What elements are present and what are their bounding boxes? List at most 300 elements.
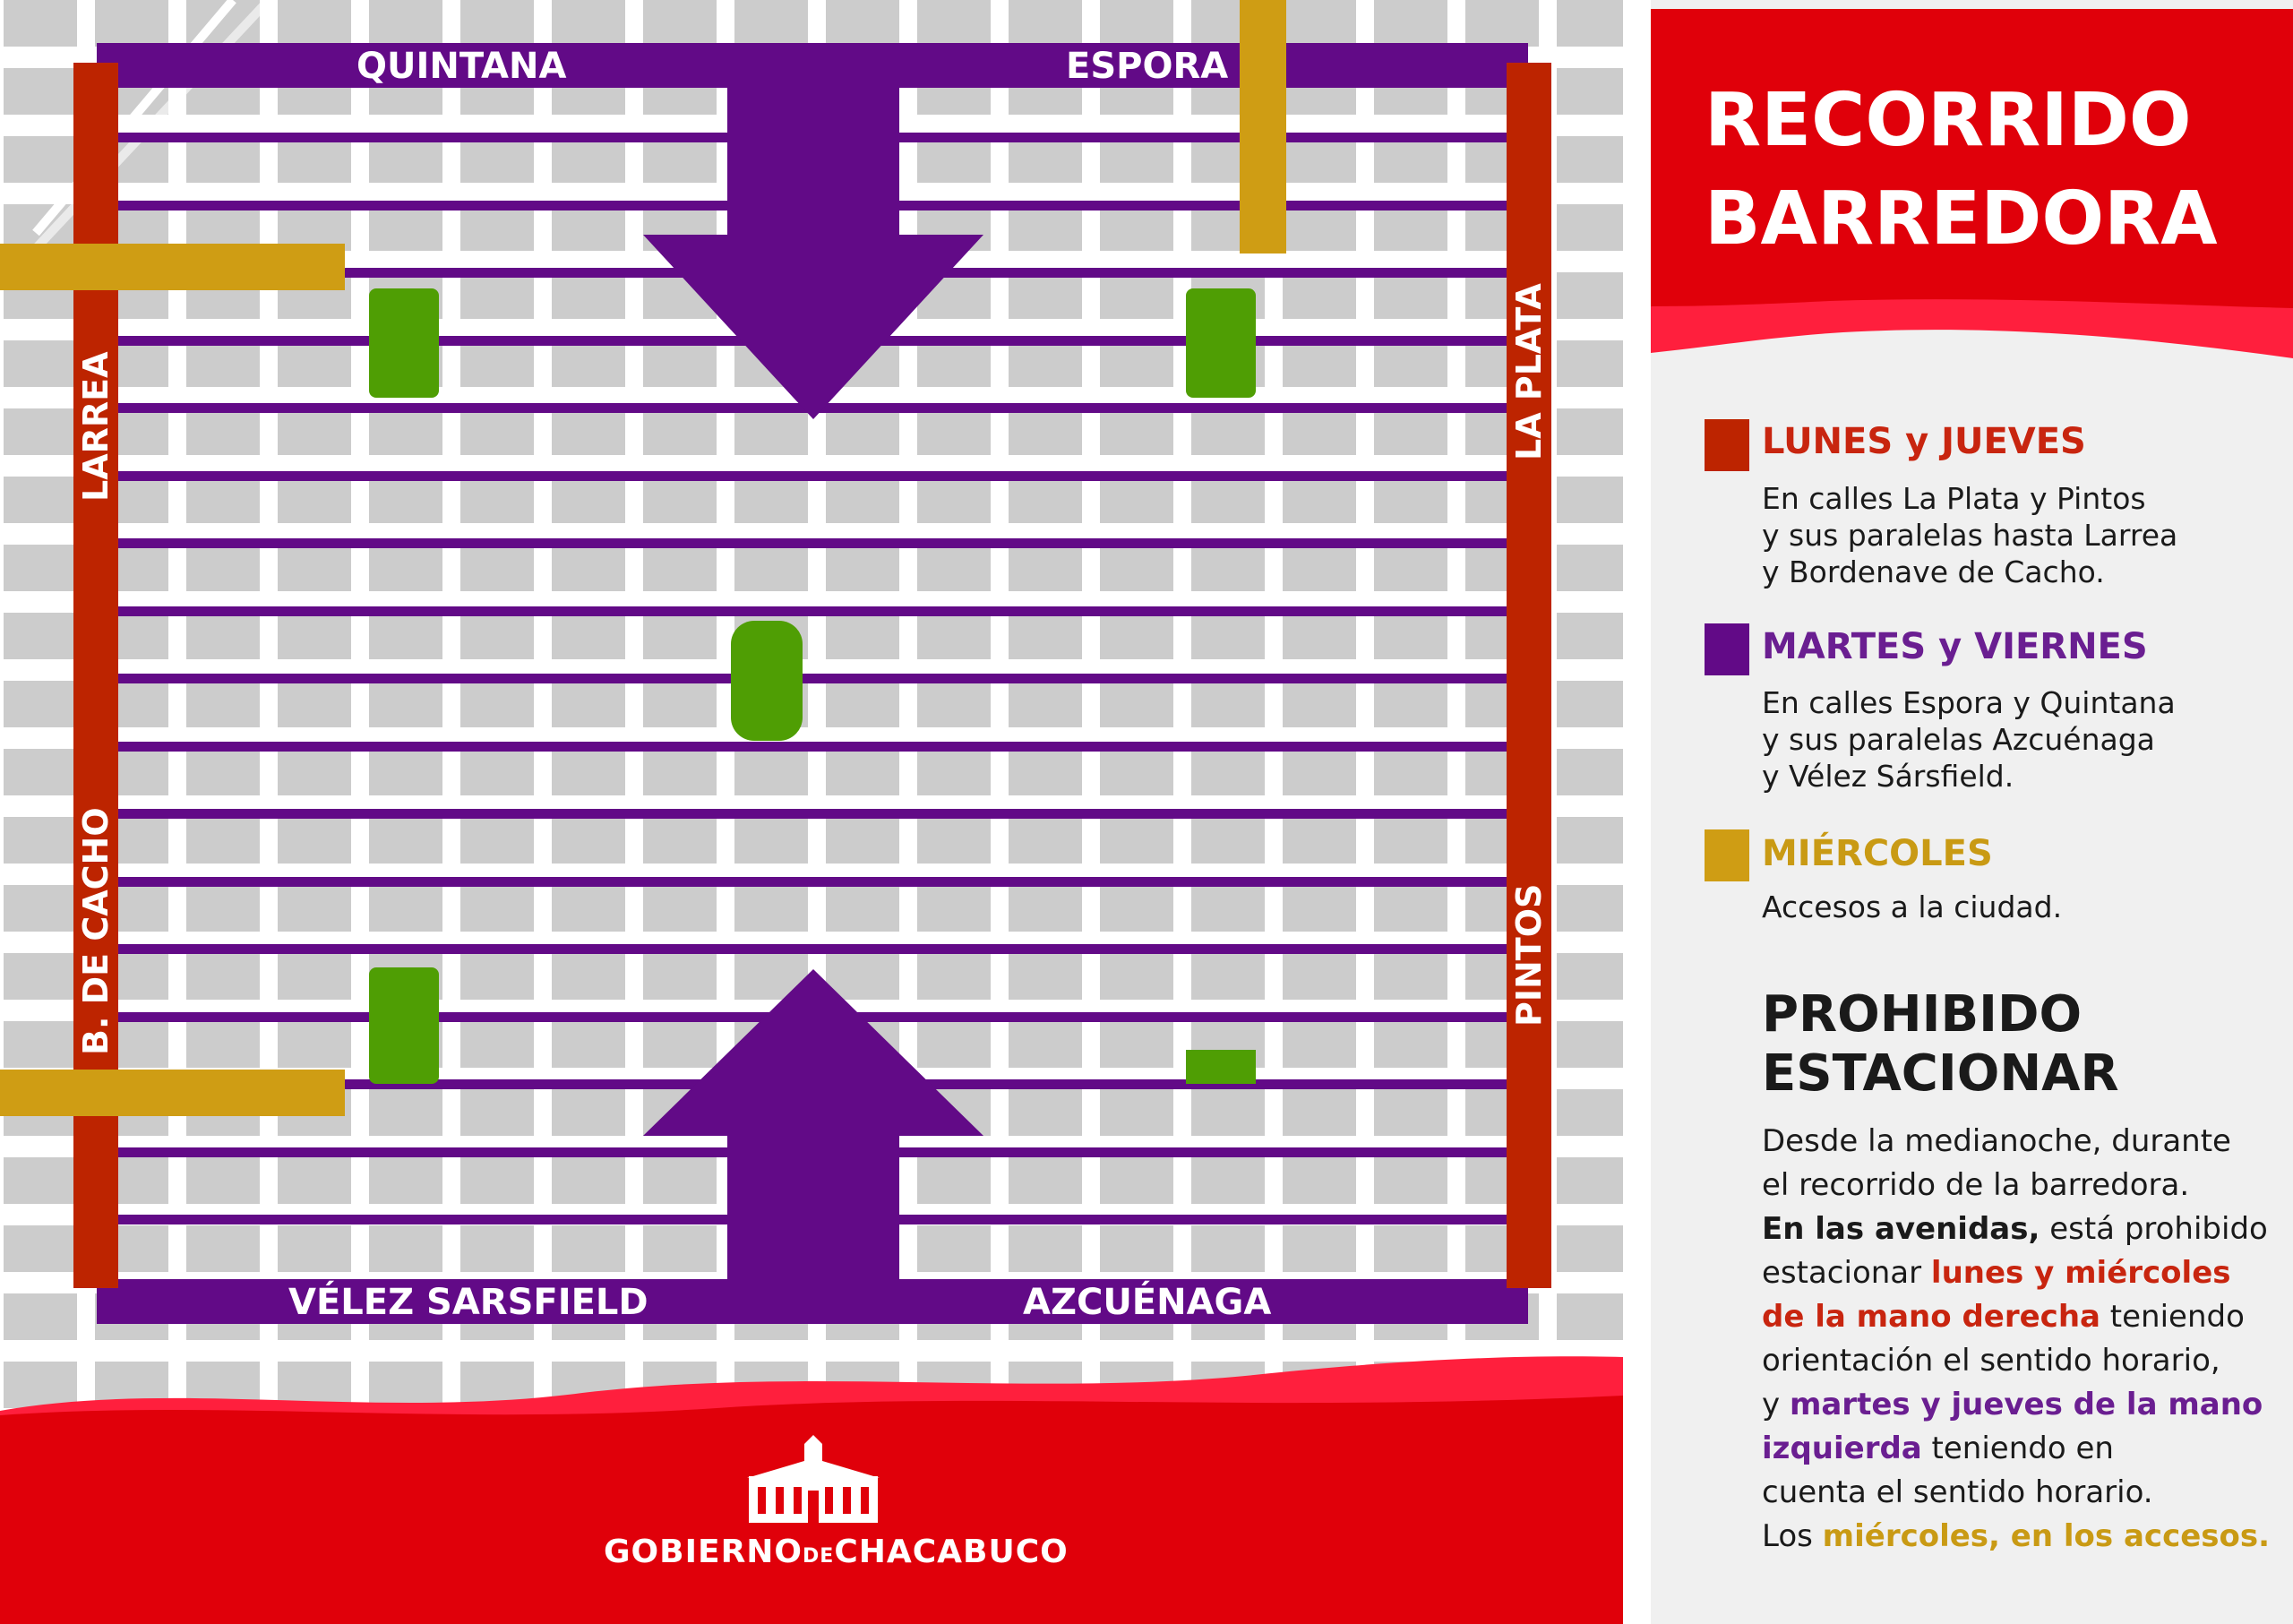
body-line: cuenta el sentido horario. <box>1762 1474 2153 1510</box>
legend-text-martes-viernes <box>1762 684 2176 795</box>
city-block <box>369 136 442 183</box>
city-block <box>186 613 260 659</box>
city-block <box>1374 204 1447 251</box>
city-block <box>917 1021 991 1068</box>
city-block <box>1557 545 1623 591</box>
legend-title-miercoles: MIÉRCOLES <box>1762 833 1993 874</box>
city-block <box>1374 1089 1447 1136</box>
body-line: Desde la medianoche, durante <box>1762 1123 2231 1159</box>
body-text: teniendo <box>2100 1299 2245 1335</box>
city-block <box>460 885 534 932</box>
body-text: teniendo en <box>1921 1431 2114 1466</box>
city-block <box>4 1157 77 1204</box>
city-block <box>552 1225 625 1272</box>
body-line <box>1762 1251 2270 1295</box>
purple-street-line <box>116 742 1509 752</box>
purple-street-line <box>116 471 1509 481</box>
city-block <box>4 1225 77 1272</box>
city-block <box>643 613 717 659</box>
city-block <box>917 136 991 183</box>
body-highlight-purple: izquierda <box>1762 1431 1922 1466</box>
legend-line: y sus paralelas hasta Larrea <box>1762 518 2178 553</box>
city-block <box>4 1362 77 1408</box>
city-block <box>369 613 442 659</box>
city-block <box>1374 885 1447 932</box>
city-block <box>917 885 991 932</box>
city-block <box>552 204 625 251</box>
city-block <box>278 953 351 1000</box>
city-block <box>1374 953 1447 1000</box>
body-text: Los <box>1762 1518 1823 1554</box>
legend-text-miercoles <box>1762 889 2062 925</box>
city-block <box>460 1225 534 1272</box>
city-block <box>643 1225 717 1272</box>
city-block <box>278 477 351 523</box>
city-block <box>917 0 991 47</box>
info-panel <box>1651 0 2293 1624</box>
city-block <box>1283 885 1356 932</box>
city-block <box>1100 545 1173 591</box>
city-block <box>1100 136 1173 183</box>
city-block <box>1191 477 1265 523</box>
legend-line: y sus paralelas Azcuénaga <box>1762 722 2155 757</box>
city-block <box>460 681 534 727</box>
city-block <box>552 545 625 591</box>
city-block <box>643 1021 717 1068</box>
city-block <box>460 817 534 864</box>
legend-title-lunes-jueves: LUNES y JUEVES <box>1762 421 2086 462</box>
city-block <box>552 885 625 932</box>
city-block <box>369 1362 442 1408</box>
city-block <box>734 408 808 455</box>
city-block <box>826 0 899 47</box>
legend-swatch-miercoles <box>1705 829 1749 881</box>
city-block <box>1100 953 1173 1000</box>
city-block <box>369 408 442 455</box>
city-block <box>552 613 625 659</box>
city-block <box>1100 1089 1173 1136</box>
city-block <box>460 1089 534 1136</box>
city-block <box>826 749 899 795</box>
city-block <box>734 885 808 932</box>
city-block <box>917 681 991 727</box>
city-block <box>734 817 808 864</box>
city-block <box>278 817 351 864</box>
access-top-right <box>1240 0 1286 253</box>
city-block <box>4 885 77 932</box>
city-block <box>460 1021 534 1068</box>
city-block <box>1283 1021 1356 1068</box>
city-block <box>643 136 717 183</box>
city-block <box>1283 1225 1356 1272</box>
city-block <box>826 613 899 659</box>
city-block <box>186 1225 260 1272</box>
city-block <box>1191 1089 1265 1136</box>
city-block <box>4 817 77 864</box>
city-block <box>552 408 625 455</box>
city-block <box>278 613 351 659</box>
city-block <box>1191 545 1265 591</box>
legend-line: En calles Espora y Quintana <box>1762 685 2176 720</box>
city-block <box>369 749 442 795</box>
city-block <box>1374 681 1447 727</box>
city-block <box>1374 340 1447 387</box>
city-block <box>643 953 717 1000</box>
body-highlight-red: de la mano derecha <box>1762 1299 2100 1335</box>
prohibido-title-line2: ESTACIONAR <box>1762 1044 2119 1103</box>
city-block <box>1557 749 1623 795</box>
city-block <box>460 408 534 455</box>
city-block <box>1283 477 1356 523</box>
city-block <box>4 136 77 183</box>
city-block <box>369 817 442 864</box>
city-block <box>278 1157 351 1204</box>
city-block <box>1557 613 1623 659</box>
access-left-top <box>0 244 345 290</box>
city-block <box>1374 817 1447 864</box>
city-block <box>1009 408 1082 455</box>
city-block <box>734 0 808 47</box>
city-block <box>186 136 260 183</box>
body-highlight-gold: miércoles, en los accesos. <box>1822 1518 2271 1554</box>
city-block <box>826 817 899 864</box>
city-block <box>1191 613 1265 659</box>
city-block <box>643 0 717 47</box>
city-block <box>278 0 351 47</box>
city-block <box>369 1225 442 1272</box>
access-left-bottom <box>0 1070 345 1116</box>
city-block <box>1191 1225 1265 1272</box>
city-block <box>278 1021 351 1068</box>
city-block <box>278 749 351 795</box>
city-block <box>552 340 625 387</box>
city-block <box>369 204 442 251</box>
street-label-espora: ESPORA <box>1066 46 1229 87</box>
city-block <box>734 545 808 591</box>
city-block <box>4 613 77 659</box>
city-block <box>369 477 442 523</box>
city-block <box>643 681 717 727</box>
city-block <box>1557 136 1623 183</box>
legend-line: En calles La Plata y Pintos <box>1762 481 2146 516</box>
city-block <box>460 136 534 183</box>
city-block <box>1100 613 1173 659</box>
city-block <box>1009 272 1082 319</box>
body-line: el recorrido de la barredora. <box>1762 1167 2190 1203</box>
plaza-icon <box>369 967 439 1084</box>
city-block <box>552 272 625 319</box>
body-highlight-red: lunes y miércoles <box>1930 1255 2231 1291</box>
city-block <box>552 1021 625 1068</box>
city-block <box>552 681 625 727</box>
city-block <box>1283 272 1356 319</box>
city-block <box>1009 204 1082 251</box>
city-block <box>1557 1089 1623 1136</box>
prohibido-estacionar-body <box>1762 1120 2270 1559</box>
city-block <box>826 408 899 455</box>
city-block <box>1009 1021 1082 1068</box>
city-block <box>1191 408 1265 455</box>
city-block <box>1009 817 1082 864</box>
city-block <box>186 477 260 523</box>
city-block <box>4 545 77 591</box>
city-block <box>460 0 534 47</box>
city-block <box>1283 1089 1356 1136</box>
city-block <box>460 1157 534 1204</box>
city-block <box>1557 204 1623 251</box>
city-block <box>917 749 991 795</box>
city-block <box>1374 1021 1447 1068</box>
city-block <box>1557 68 1623 115</box>
city-block <box>826 885 899 932</box>
city-block <box>917 953 991 1000</box>
street-label-quintana: QUINTANA <box>356 46 567 87</box>
city-block <box>278 408 351 455</box>
city-block <box>1283 545 1356 591</box>
plaza-icon <box>369 288 439 398</box>
city-block <box>460 953 534 1000</box>
city-block <box>1009 136 1082 183</box>
city-block <box>1009 681 1082 727</box>
body-text: y <box>1762 1387 1790 1422</box>
city-block <box>917 477 991 523</box>
city-block <box>917 1157 991 1204</box>
city-block <box>552 136 625 183</box>
city-block <box>186 953 260 1000</box>
city-block <box>1557 817 1623 864</box>
city-block <box>1557 0 1623 47</box>
body-text: está prohibido <box>2040 1211 2268 1247</box>
city-block <box>1557 408 1623 455</box>
city-block <box>917 408 991 455</box>
city-block <box>4 0 77 47</box>
city-block <box>552 0 625 47</box>
city-block <box>1009 1157 1082 1204</box>
purple-street-line <box>116 944 1509 954</box>
city-block <box>278 885 351 932</box>
legend-line: y Vélez Sársfield. <box>1762 759 2014 794</box>
city-block <box>552 1157 625 1204</box>
city-block <box>369 885 442 932</box>
city-block <box>1100 1021 1173 1068</box>
city-block <box>1557 1021 1623 1068</box>
city-block <box>1009 953 1082 1000</box>
city-block <box>460 545 534 591</box>
prohibido-title-line1: PROHIBIDO <box>1762 985 2083 1044</box>
city-block <box>1374 272 1447 319</box>
city-block <box>369 0 442 47</box>
purple-street-line <box>116 809 1509 819</box>
city-block <box>1100 749 1173 795</box>
city-block <box>826 477 899 523</box>
city-block <box>369 1157 442 1204</box>
city-block <box>1191 681 1265 727</box>
city-block <box>1009 340 1082 387</box>
city-block <box>552 953 625 1000</box>
city-block <box>186 408 260 455</box>
city-block <box>643 545 717 591</box>
city-block <box>1100 272 1173 319</box>
city-block <box>278 545 351 591</box>
city-block <box>1191 885 1265 932</box>
city-block <box>643 477 717 523</box>
city-block <box>1374 477 1447 523</box>
city-block <box>186 681 260 727</box>
street-label-b-de-cacho: B. DE CACHO <box>76 807 116 1055</box>
city-block <box>1557 340 1623 387</box>
city-block <box>186 1157 260 1204</box>
city-block <box>1283 340 1356 387</box>
city-block <box>552 1089 625 1136</box>
city-block <box>1374 613 1447 659</box>
city-block <box>1009 613 1082 659</box>
city-block <box>1374 545 1447 591</box>
street-label-azcuenaga: AZCUÉNAGA <box>1023 1282 1272 1323</box>
city-block <box>1100 204 1173 251</box>
city-block <box>369 1089 442 1136</box>
city-block <box>1100 817 1173 864</box>
city-block <box>460 204 534 251</box>
city-block <box>917 1225 991 1272</box>
city-block <box>460 340 534 387</box>
city-block <box>917 340 991 387</box>
city-block <box>1283 953 1356 1000</box>
city-block <box>1009 749 1082 795</box>
city-block <box>1465 0 1539 47</box>
purple-street-line <box>116 538 1509 548</box>
plaza-icon <box>1186 288 1256 398</box>
city-block <box>1283 613 1356 659</box>
city-block <box>1557 953 1623 1000</box>
city-block <box>1100 885 1173 932</box>
city-block <box>4 953 77 1000</box>
la-plata-street <box>1507 63 1551 1288</box>
city-block <box>1374 136 1447 183</box>
city-block <box>1283 136 1356 183</box>
city-block <box>278 340 351 387</box>
org-part2: DE <box>803 1545 835 1568</box>
city-block <box>1009 1225 1082 1272</box>
city-block <box>186 545 260 591</box>
body-line <box>1762 1383 2270 1427</box>
city-block <box>1100 1225 1173 1272</box>
city-block <box>734 749 808 795</box>
city-block <box>1191 817 1265 864</box>
city-block <box>4 340 77 387</box>
city-block <box>4 477 77 523</box>
city-block <box>186 340 260 387</box>
org-part3: CHACABUCO <box>834 1534 1069 1570</box>
body-bold: En las avenidas, <box>1762 1211 2040 1247</box>
city-block <box>1100 340 1173 387</box>
city-block <box>552 749 625 795</box>
city-block <box>4 1021 77 1068</box>
body-highlight-purple: martes y jueves de la mano <box>1789 1387 2263 1422</box>
city-block <box>1009 545 1082 591</box>
body-line: orientación el sentido horario, <box>1762 1343 2220 1379</box>
city-block <box>1557 272 1623 319</box>
city-block <box>278 136 351 183</box>
city-block <box>1009 0 1082 47</box>
legend-title-martes-viernes: MARTES y VIERNES <box>1762 626 2148 667</box>
org-part1: GOBIERNO <box>604 1534 803 1570</box>
city-block <box>917 613 991 659</box>
city-block <box>1191 953 1265 1000</box>
city-block <box>95 0 168 47</box>
gobierno-chacabuco-logo-text <box>604 1534 1069 1570</box>
city-block <box>1374 1157 1447 1204</box>
street-label-pintos: PINTOS <box>1509 883 1549 1027</box>
prohibido-estacionar-title <box>1762 985 2119 1104</box>
city-block <box>1557 1157 1623 1204</box>
legend-line: Accesos a la ciudad. <box>1762 889 2063 924</box>
street-label-velez-sarsfield: VÉLEZ SARSFIELD <box>288 1282 648 1323</box>
city-block <box>1557 681 1623 727</box>
quintana-espora-street <box>97 43 1528 88</box>
city-block <box>1009 477 1082 523</box>
city-block <box>1100 0 1173 47</box>
city-block <box>369 545 442 591</box>
plaza-icon <box>731 621 803 741</box>
city-block <box>1009 1089 1082 1136</box>
city-block <box>917 817 991 864</box>
city-block <box>1557 885 1623 932</box>
city-block <box>1191 749 1265 795</box>
body-line <box>1762 1207 2270 1251</box>
city-block <box>734 477 808 523</box>
body-line <box>1762 1427 2270 1471</box>
panel-title-line2: BARREDORA <box>1705 176 2218 262</box>
city-block <box>1374 408 1447 455</box>
body-line <box>1762 1515 2270 1559</box>
panel-title-line1: RECORRIDO <box>1705 78 2192 163</box>
city-block <box>1283 0 1356 47</box>
city-block <box>4 681 77 727</box>
city-block <box>369 681 442 727</box>
city-block <box>186 749 260 795</box>
city-block <box>1374 1225 1447 1272</box>
purple-street-line <box>116 606 1509 616</box>
city-block <box>826 681 899 727</box>
city-block <box>1557 1225 1623 1272</box>
city-block <box>1100 1157 1173 1204</box>
city-block <box>4 68 77 115</box>
city-block <box>1557 1293 1623 1340</box>
city-block <box>460 749 534 795</box>
panel-title <box>1705 72 2218 269</box>
street-label-la-plata: LA PLATA <box>1509 283 1549 460</box>
city-block <box>643 885 717 932</box>
city-block <box>1283 749 1356 795</box>
city-block <box>1191 1157 1265 1204</box>
city-block <box>1283 204 1356 251</box>
city-block <box>1009 885 1082 932</box>
city-block <box>826 545 899 591</box>
city-block <box>643 408 717 455</box>
city-block <box>460 272 534 319</box>
city-block <box>186 885 260 932</box>
city-block <box>460 613 534 659</box>
city-block <box>1283 681 1356 727</box>
city-block <box>460 477 534 523</box>
plaza-icon <box>1186 1050 1256 1084</box>
legend-swatch-martes-viernes <box>1705 623 1749 675</box>
city-block <box>1100 681 1173 727</box>
city-block <box>1374 749 1447 795</box>
city-block <box>643 1157 717 1204</box>
legend-text-lunes-jueves <box>1762 480 2177 590</box>
city-block <box>4 749 77 795</box>
